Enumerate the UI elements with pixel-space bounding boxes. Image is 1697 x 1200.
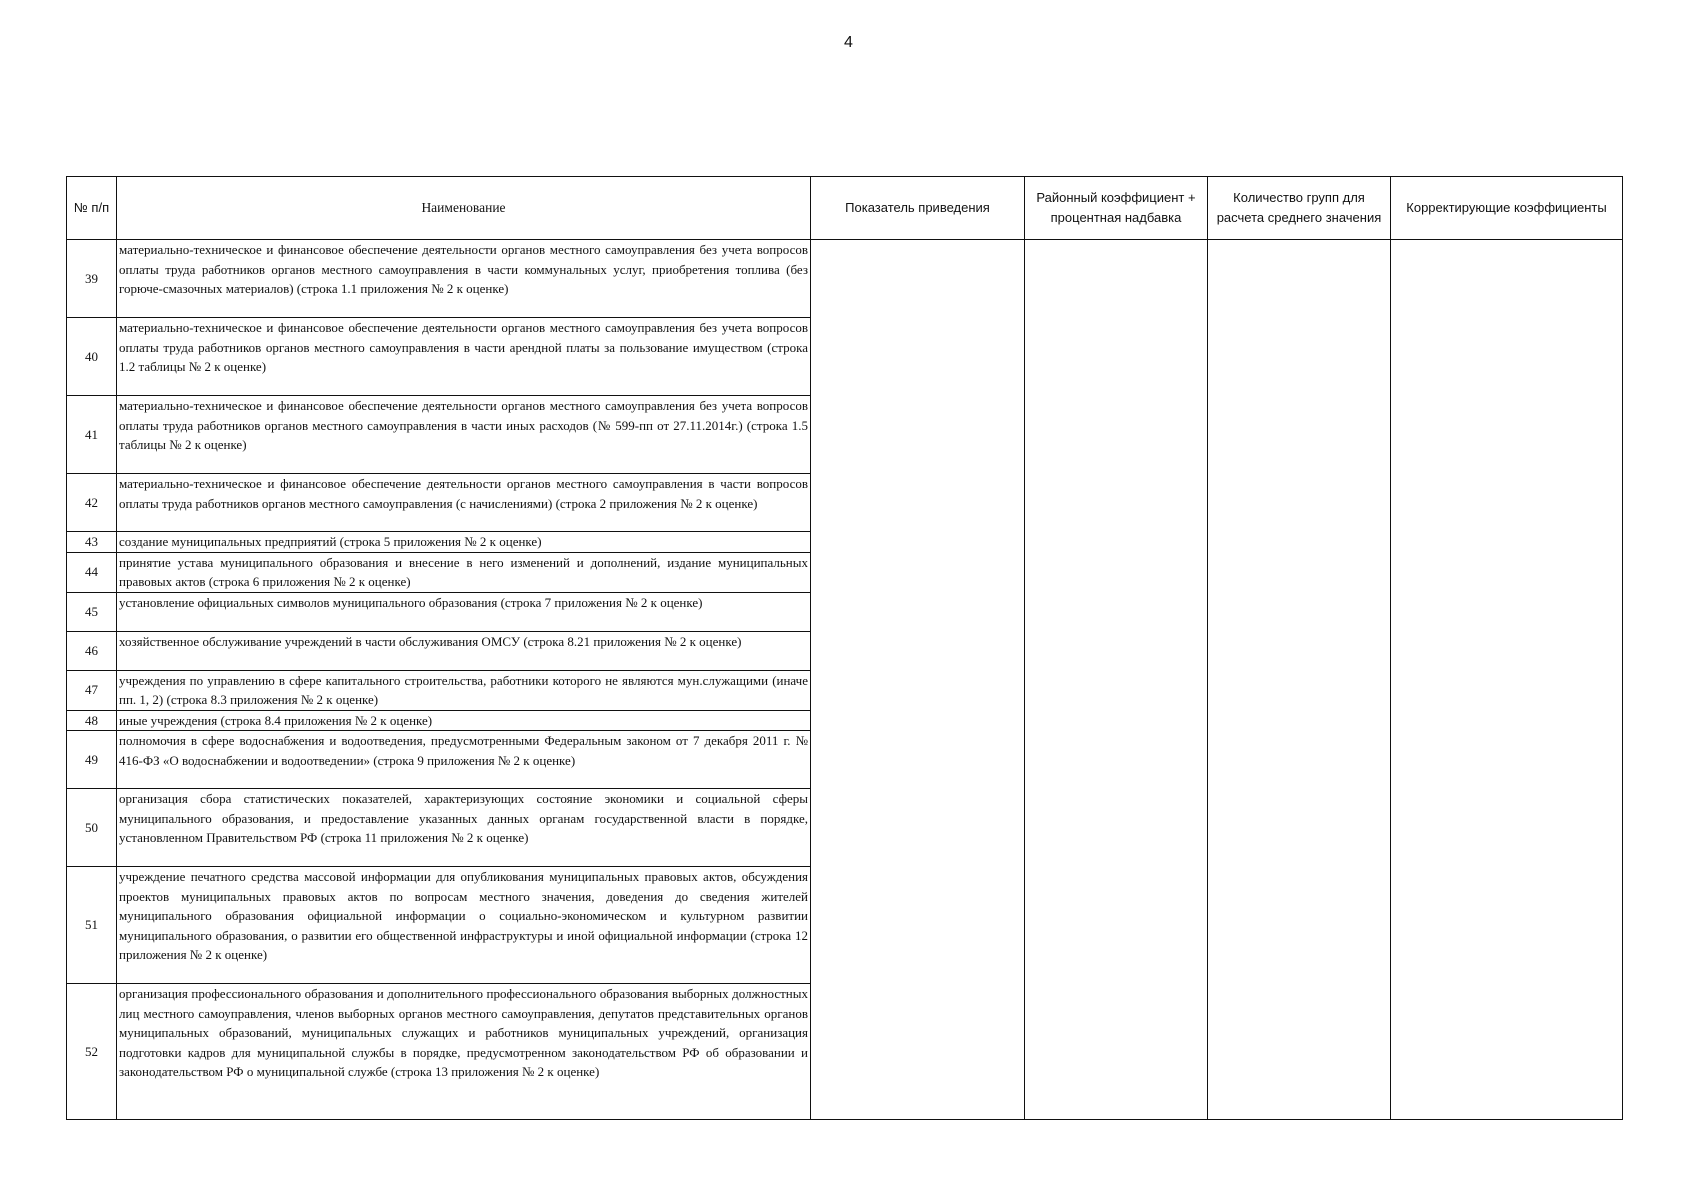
regional-coefficient-cell	[1025, 710, 1208, 731]
row-name: установление официальных символов муниципального образования (строка 7 приложения № 2 к оценке)	[119, 594, 703, 610]
header-group-count: Количество групп для расчета среднего значения	[1208, 177, 1391, 240]
group-count-cell	[1208, 670, 1391, 710]
correction-coefficients-cell	[1391, 789, 1623, 867]
row-name-cell	[117, 552, 811, 592]
row-name-cell	[117, 532, 811, 553]
indicator-cell	[811, 552, 1025, 592]
header-regional-coefficient: Районный коэффициент + процентная надбавка	[1025, 177, 1208, 240]
indicator-cell	[811, 867, 1025, 984]
regional-coefficient-cell	[1025, 318, 1208, 396]
group-count-cell	[1208, 240, 1391, 318]
row-name: создание муниципальных предприятий (строка 5 приложения № 2 к оценке)	[119, 534, 542, 549]
row-number: 44	[67, 552, 117, 592]
group-count-cell	[1208, 532, 1391, 553]
row-name: иные учреждения (строка 8.4 приложения № 2 к оценке)	[119, 712, 433, 728]
table-row	[67, 731, 1623, 789]
group-count-cell	[1208, 984, 1391, 1120]
regional-coefficient-cell	[1025, 552, 1208, 592]
row-number: 41	[67, 396, 117, 474]
indicator-cell	[811, 240, 1025, 318]
table-row	[67, 984, 1623, 1120]
row-name-cell	[117, 592, 811, 631]
indicator-cell	[811, 318, 1025, 396]
row-number: 45	[67, 592, 117, 631]
table-row	[67, 710, 1623, 731]
row-name: материально-техническое и финансовое обеспечение деятельности органов местного самоуправления в части вопросов оплаты труда работников органов местного самоуправления (с начислениями) (строка 2 приложения № 2 к оценке)	[119, 476, 808, 511]
row-name-cell	[117, 474, 811, 532]
regional-coefficient-cell	[1025, 789, 1208, 867]
row-number: 49	[67, 731, 117, 789]
correction-coefficients-cell	[1391, 592, 1623, 631]
table-row	[67, 867, 1623, 984]
group-count-cell	[1208, 867, 1391, 984]
regional-coefficient-cell	[1025, 984, 1208, 1120]
header-name: Наименование	[117, 177, 811, 240]
row-name: организация профессионального образования и дополнительного профессионального образования выборных должностных лиц местного самоуправления, членов выборных органов местного самоуправления, депутатов представительных органов муниципальных образований, муниципальных служащих и работников муниципальных учреждений, организация подготовки кадров для муниципальной службы в порядке, предусмотренном законодательством РФ об образовании и законодательством РФ о муниципальной службе (строка 13 приложения № 2 к оценке)	[119, 986, 808, 1079]
row-number: 50	[67, 789, 117, 867]
regional-coefficient-cell	[1025, 731, 1208, 789]
row-name: материально-техническое и финансовое обеспечение деятельности органов местного самоуправления без учета вопросов оплаты труда работников органов местного самоуправления в части коммунальных услуг, приобретения топлива (без горюче-смазочных материалов) (строка 1.1 приложения № 2 к оценке)	[119, 242, 808, 296]
row-name: принятие устава муниципального образования и внесение в него изменений и дополнений, издание муниципальных правовых актов (строка 6 приложения № 2 к оценке)	[119, 554, 808, 589]
group-count-cell	[1208, 396, 1391, 474]
table-row	[67, 789, 1623, 867]
correction-coefficients-cell	[1391, 984, 1623, 1120]
table-row	[67, 318, 1623, 396]
row-name: хозяйственное обслуживание учреждений в части обслуживания ОМСУ (строка 8.21 приложения № 2 к оценке)	[119, 633, 742, 649]
row-name-cell	[117, 789, 811, 867]
row-name: материально-техническое и финансовое обеспечение деятельности органов местного самоуправления без учета вопросов оплаты труда работников органов местного самоуправления в части арендной платы за пользование имуществом (строка 1.2 таблицы № 2 к оценке)	[119, 320, 808, 374]
indicator-cell	[811, 670, 1025, 710]
indicator-cell	[811, 474, 1025, 532]
group-count-cell	[1208, 789, 1391, 867]
table-row	[67, 631, 1623, 670]
row-name-cell	[117, 631, 811, 670]
row-name-cell	[117, 240, 811, 318]
row-number: 39	[67, 240, 117, 318]
row-name-cell	[117, 710, 811, 731]
indicator-cell	[811, 984, 1025, 1120]
table-row	[67, 552, 1623, 592]
table-row	[67, 592, 1623, 631]
table-row	[67, 670, 1623, 710]
table-row	[67, 474, 1623, 532]
regional-coefficient-cell	[1025, 474, 1208, 532]
regional-coefficient-cell	[1025, 532, 1208, 553]
indicator-cell	[811, 731, 1025, 789]
header-number: № п/п	[67, 177, 117, 240]
row-name-cell	[117, 396, 811, 474]
table-header-row	[67, 177, 1623, 240]
group-count-cell	[1208, 631, 1391, 670]
group-count-cell	[1208, 731, 1391, 789]
row-number: 40	[67, 318, 117, 396]
group-count-cell	[1208, 318, 1391, 396]
table-row	[67, 396, 1623, 474]
header-indicator: Показатель приведения	[811, 177, 1025, 240]
row-number: 47	[67, 670, 117, 710]
regional-coefficient-cell	[1025, 240, 1208, 318]
correction-coefficients-cell	[1391, 731, 1623, 789]
group-count-cell	[1208, 552, 1391, 592]
row-name-cell	[117, 731, 811, 789]
indicator-cell	[811, 710, 1025, 731]
correction-coefficients-cell	[1391, 474, 1623, 532]
correction-coefficients-cell	[1391, 867, 1623, 984]
regional-coefficient-cell	[1025, 867, 1208, 984]
regional-coefficient-cell	[1025, 592, 1208, 631]
row-number: 48	[67, 710, 117, 731]
row-number: 51	[67, 867, 117, 984]
correction-coefficients-cell	[1391, 318, 1623, 396]
row-name: учреждения по управлению в сфере капитального строительства, работники которого не являются мун.служащими (иначе пп. 1, 2) (строка 8.3 приложения № 2 к оценке)	[119, 672, 808, 707]
page-number: 4	[844, 34, 853, 51]
indicator-cell	[811, 532, 1025, 553]
coefficients-table	[66, 176, 1623, 1120]
correction-coefficients-cell	[1391, 631, 1623, 670]
group-count-cell	[1208, 474, 1391, 532]
row-number: 43	[67, 532, 117, 553]
indicator-cell	[811, 789, 1025, 867]
row-number: 52	[67, 984, 117, 1120]
regional-coefficient-cell	[1025, 631, 1208, 670]
indicator-cell	[811, 631, 1025, 670]
row-name-cell	[117, 984, 811, 1120]
correction-coefficients-cell	[1391, 710, 1623, 731]
row-number: 46	[67, 631, 117, 670]
row-name: организация сбора статистических показателей, характеризующих состояние экономики и социальной сферы муниципального образования, и предоставление указанных данных органам государственной власти в порядке, установленном Правительством РФ (строка 11 приложения № 2 к оценке)	[119, 791, 808, 845]
correction-coefficients-cell	[1391, 552, 1623, 592]
regional-coefficient-cell	[1025, 396, 1208, 474]
row-name: учреждение печатного средства массовой информации для опубликования муниципальных правовых актов, обсуждения проектов муниципальных правовых актов по вопросам местного значения, доведения до сведения жителей муниципального образования официальной информации о социально-экономическом и культурном развитии муниципального образования, о развитии его общественной инфраструктуры и иной официальной информации (строка 12 приложения № 2 к оценке)	[119, 869, 808, 962]
row-number: 42	[67, 474, 117, 532]
row-name-cell	[117, 670, 811, 710]
correction-coefficients-cell	[1391, 240, 1623, 318]
correction-coefficients-cell	[1391, 670, 1623, 710]
group-count-cell	[1208, 710, 1391, 731]
row-name-cell	[117, 867, 811, 984]
row-name: полномочия в сфере водоснабжения и водоотведения, предусмотренными Федеральным законом от 7 декабря 2011 г. № 416-ФЗ «О водоснабжении и водоотведении» (строка 9 приложения № 2 к оценке)	[119, 733, 808, 768]
correction-coefficients-cell	[1391, 396, 1623, 474]
header-correction-coefficients: Корректирующие коэффициенты	[1391, 177, 1623, 240]
table-row	[67, 240, 1623, 318]
regional-coefficient-cell	[1025, 670, 1208, 710]
indicator-cell	[811, 396, 1025, 474]
row-name: материально-техническое и финансовое обеспечение деятельности органов местного самоуправления без учета вопросов оплаты труда работников органов местного самоуправления в части иных расходов (№ 599-пп от 27.11.2014г.) (строка 1.5 таблицы № 2 к оценке)	[119, 398, 808, 452]
group-count-cell	[1208, 592, 1391, 631]
indicator-cell	[811, 592, 1025, 631]
row-name-cell	[117, 318, 811, 396]
table-row	[67, 532, 1623, 553]
correction-coefficients-cell	[1391, 532, 1623, 553]
